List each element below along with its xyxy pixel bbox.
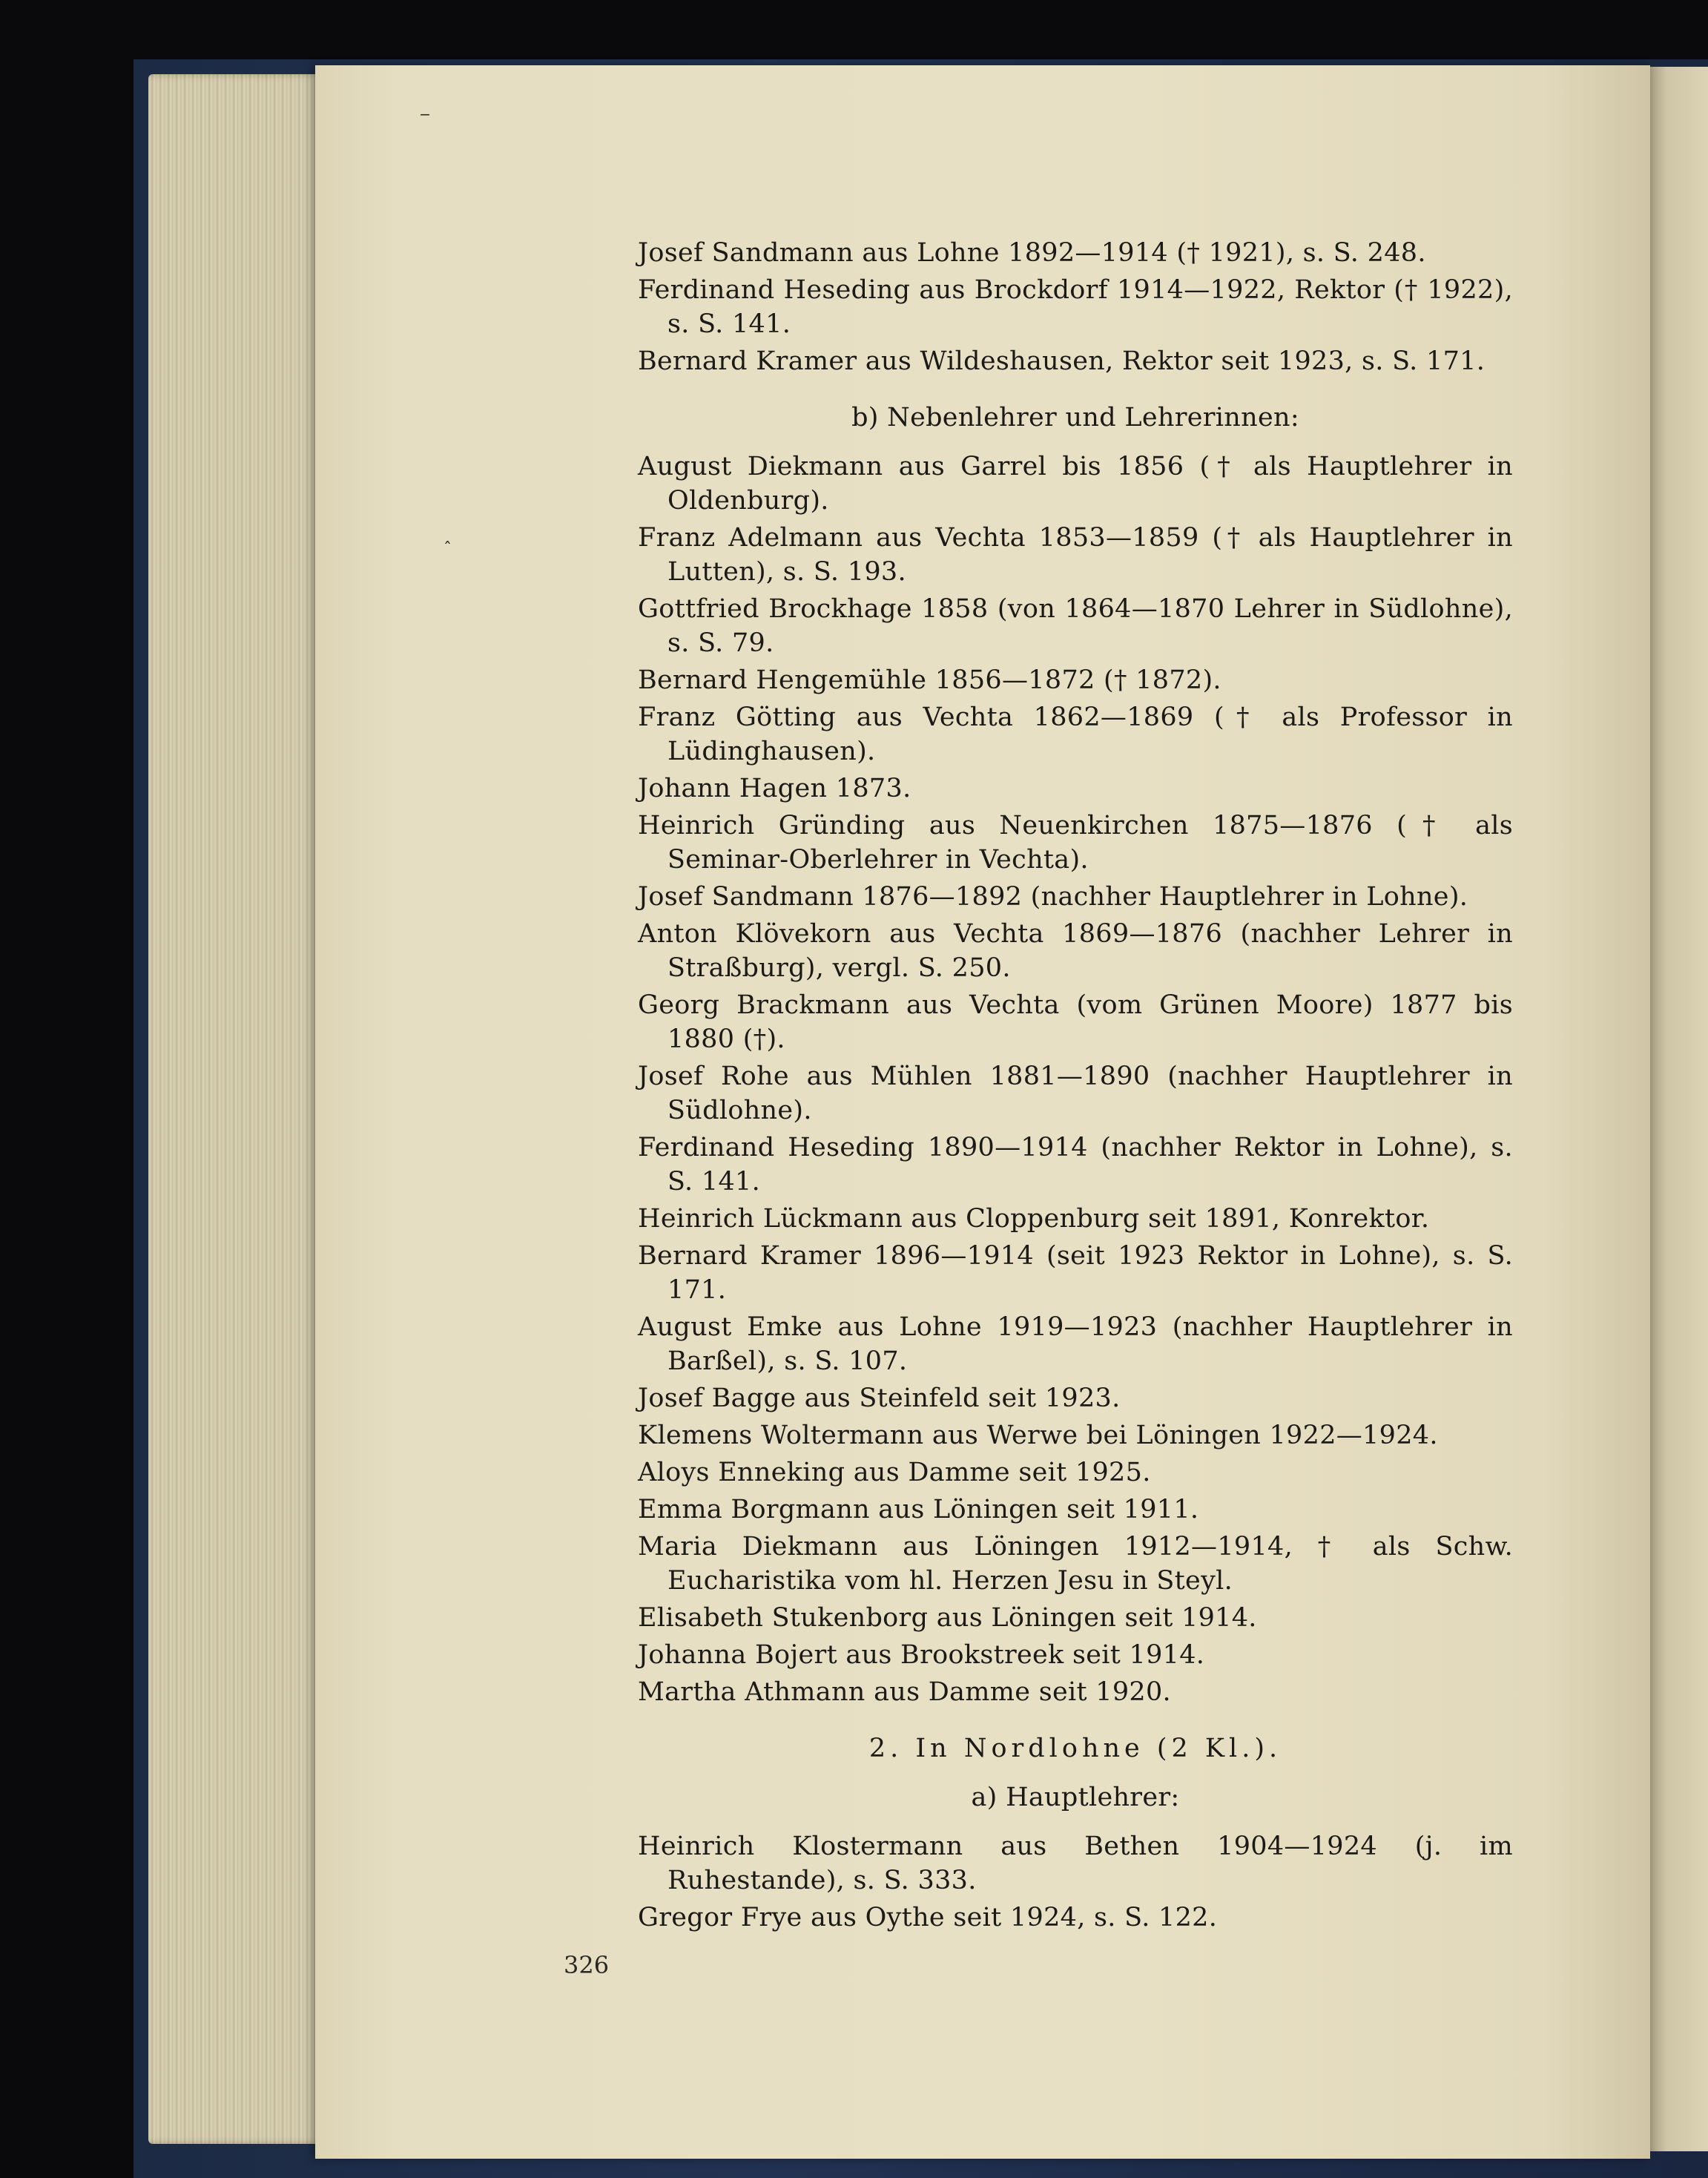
entry: Anton Klövekorn aus Vechta 1869—1876 (nachher Lehrer in Straßburg), vergl. S. 250. — [638, 919, 1513, 983]
page-number: 326 — [564, 1951, 610, 1979]
entry: Josef Sandmann 1876—1892 (nachher Hauptlehrer in Lohne). — [638, 882, 1468, 912]
entry: Franz Adelmann aus Vechta 1853—1859 († als Hauptlehrer in Lutten), s. S. 193. — [638, 523, 1513, 587]
entry: August Diekmann aus Garrel bis 1856 († als Hauptlehrer in Oldenburg). — [638, 452, 1513, 516]
margin-mark: ˆ — [444, 540, 452, 559]
facing-page-edge — [1645, 67, 1708, 2151]
entry: Klemens Woltermann aus Werwe bei Löningen 1922—1924. — [638, 1421, 1438, 1450]
entry: Ferdinand Heseding aus Brockdorf 1914—1922, Rektor († 1922), s. S. 141. — [638, 275, 1513, 339]
section-heading-2: 2. In Nordlohne (2 Kl.). — [868, 1734, 1282, 1763]
margin-mark: ‒ — [420, 105, 430, 124]
entry: Bernard Hengemühle 1856—1872 († 1872). — [638, 665, 1221, 695]
entry: Bernard Kramer 1896—1914 (seit 1923 Rektor in Lohne), s. S. 171. — [638, 1241, 1513, 1305]
section-heading-a: a) Hauptlehrer: — [971, 1783, 1180, 1812]
entry: August Emke aus Lohne 1919—1923 (nachher Hauptlehrer in Barßel), s. S. 107. — [638, 1312, 1513, 1376]
entry: Elisabeth Stukenborg aus Löningen seit 1914. — [638, 1603, 1257, 1633]
entry: Emma Borgmann aus Löningen seit 1911. — [638, 1495, 1199, 1524]
entry: Gregor Frye aus Oythe seit 1924, s. S. 122. — [638, 1903, 1218, 1932]
entry: Bernard Kramer aus Wildeshausen, Rektor seit 1923, s. S. 171. — [638, 346, 1486, 376]
section-heading-b: b) Nebenlehrer und Lehrerinnen: — [851, 403, 1299, 432]
entry: Johann Hagen 1873. — [638, 774, 911, 803]
entry: Maria Diekmann aus Löningen 1912—1914, † als Schw. Eucharistika vom hl. Herzen Jesu in Steyl. — [638, 1532, 1513, 1596]
entry: Heinrich Gründing aus Neuenkirchen 1875—1876 († als Seminar-Oberlehrer in Vechta). — [638, 811, 1513, 875]
entry: Josef Bagge aus Steinfeld seit 1923. — [638, 1384, 1121, 1413]
entry: Martha Athmann aus Damme seit 1920. — [638, 1677, 1171, 1707]
entry: Heinrich Klostermann aus Bethen 1904—1924 (j. im Ruhestande), s. S. 333. — [638, 1832, 1513, 1895]
entry: Aloys Enneking aus Damme seit 1925. — [638, 1458, 1151, 1487]
entry: Georg Brackmann aus Vechta (vom Grünen Moore) 1877 bis 1880 (†). — [638, 990, 1513, 1054]
entry: Josef Sandmann aus Lohne 1892—1914 († 1921), s. S. 248. — [638, 238, 1426, 268]
page-edges — [148, 74, 323, 2144]
page-text — [638, 236, 1513, 1938]
entry: Gottfried Brockhage 1858 (von 1864—1870 Lehrer in Südlohne), s. S. 79. — [638, 594, 1513, 658]
entry: Franz Götting aus Vechta 1862—1869 († als Professor in Lüdinghausen). — [638, 703, 1513, 766]
entry: Johanna Bojert aus Brookstreek seit 1914. — [638, 1640, 1205, 1670]
entry: Heinrich Lückmann aus Cloppenburg seit 1891, Konrektor. — [638, 1204, 1430, 1234]
entry: Ferdinand Heseding 1890—1914 (nachher Rektor in Lohne), s. S. 141. — [638, 1133, 1513, 1197]
entry: Josef Rohe aus Mühlen 1881—1890 (nachher Hauptlehrer in Südlohne). — [638, 1062, 1513, 1125]
